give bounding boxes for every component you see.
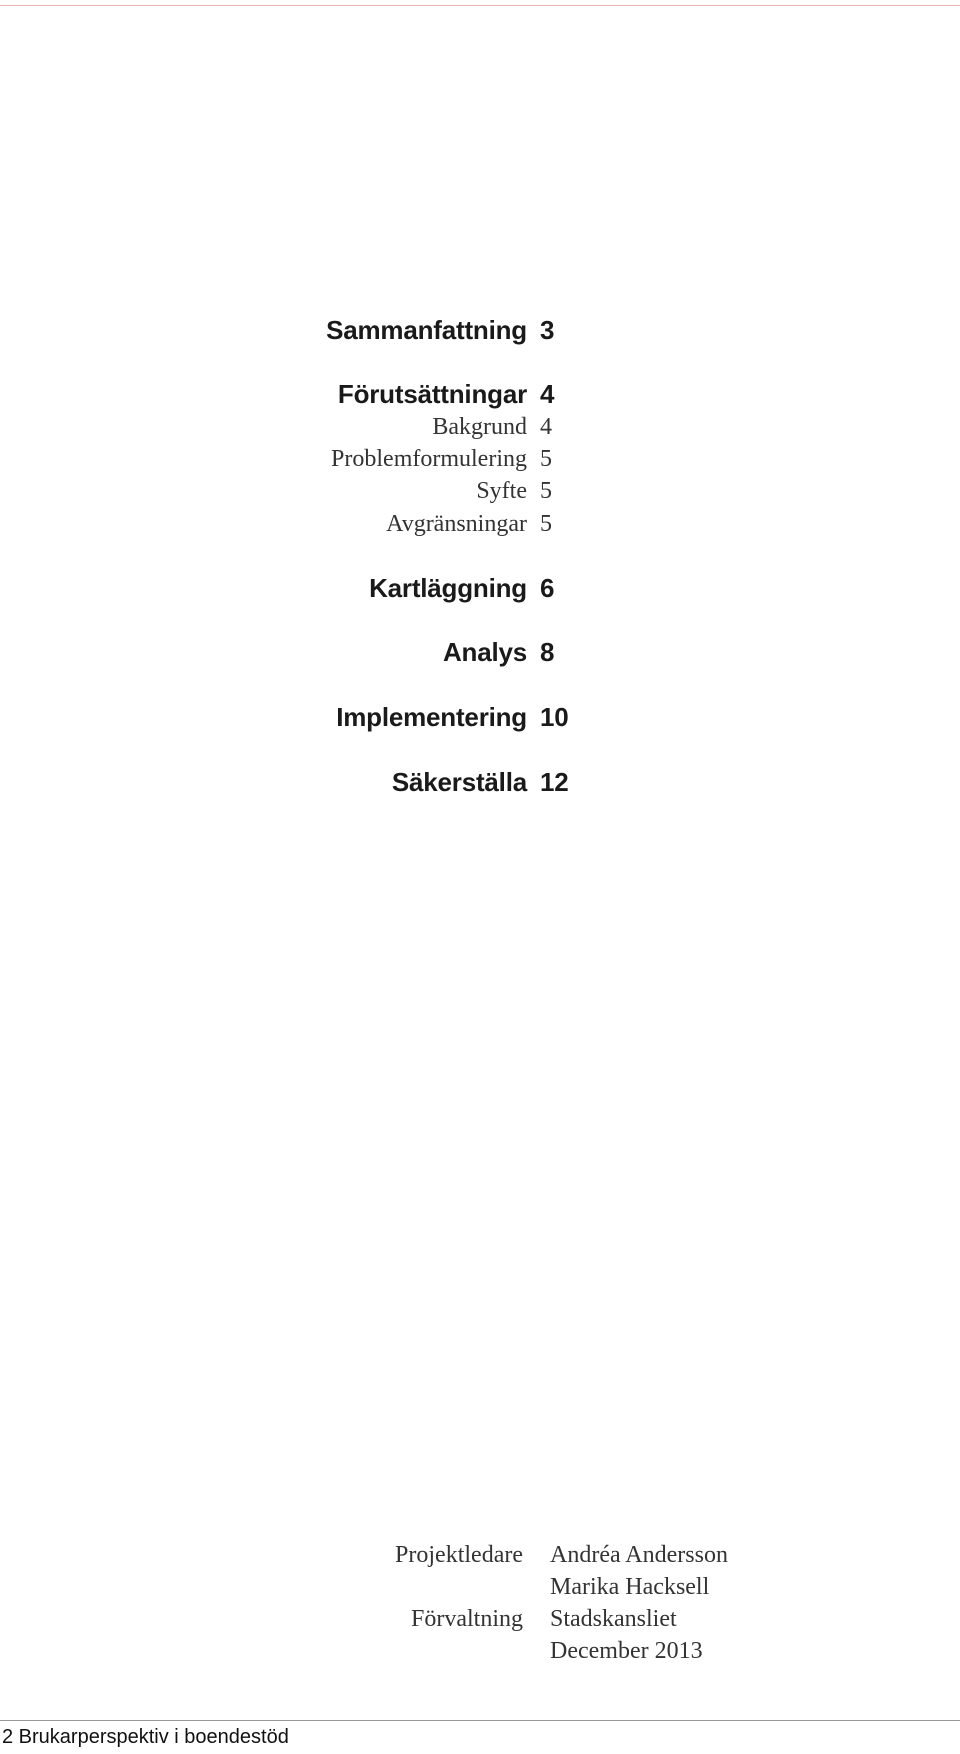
page-footer: 2 Brukarperspektiv i boendestöd xyxy=(2,1726,289,1748)
toc-entry-bakgrund[interactable] xyxy=(0,411,960,443)
toc-entry-implementering[interactable] xyxy=(0,701,960,733)
toc-entry-page: 4 xyxy=(540,379,555,409)
toc-entry-page: 10 xyxy=(540,702,569,732)
toc-entry-page: 3 xyxy=(540,315,555,345)
toc-entry-label: Avgränsningar xyxy=(386,511,527,537)
toc-entry-problemformulering[interactable] xyxy=(0,443,960,475)
toc-entry-forutsattningar[interactable] xyxy=(0,378,960,410)
toc-entry-label: Säkerställa xyxy=(391,767,527,797)
toc-entry-page: 5 xyxy=(540,511,552,537)
publication-date: December 2013 xyxy=(550,1638,703,1664)
toc-entry-page: 5 xyxy=(540,446,552,472)
toc-entry-analys[interactable] xyxy=(0,636,960,668)
toc-entry-sakerstalla[interactable] xyxy=(0,766,960,798)
toc-entry-sammanfattning[interactable] xyxy=(0,314,960,346)
toc-entry-label: Problemformulering xyxy=(331,446,527,472)
administration-name: Stadskansliet xyxy=(550,1606,677,1632)
toc-entry-label: Sammanfattning xyxy=(326,315,527,345)
toc-entry-label: Förutsättningar xyxy=(337,379,527,409)
toc-entry-page: 4 xyxy=(540,414,552,440)
toc-entry-label: Kartläggning xyxy=(369,573,527,603)
toc-entry-page: 5 xyxy=(540,478,552,504)
administration-label: Förvaltning xyxy=(411,1606,523,1632)
project-leader-name: Marika Hacksell xyxy=(550,1574,710,1600)
toc-entry-syfte[interactable] xyxy=(0,475,960,507)
toc-entry-kartlaggning[interactable] xyxy=(0,572,960,604)
toc-entry-page: 12 xyxy=(540,767,569,797)
toc-entry-label: Analys xyxy=(442,637,527,667)
toc-entry-label: Syfte xyxy=(476,478,527,504)
toc-entry-page: 6 xyxy=(540,573,555,603)
project-leader-label: Projektledare xyxy=(395,1542,523,1568)
project-leader-name: Andréa Andersson xyxy=(550,1542,728,1568)
footer-rule xyxy=(0,1720,960,1721)
toc-entry-label: Implementering xyxy=(336,702,527,732)
top-rule xyxy=(0,5,960,6)
toc-entry-page: 8 xyxy=(540,637,555,667)
toc-entry-label: Bakgrund xyxy=(432,414,527,440)
toc-entry-avgransningar[interactable] xyxy=(0,508,960,540)
